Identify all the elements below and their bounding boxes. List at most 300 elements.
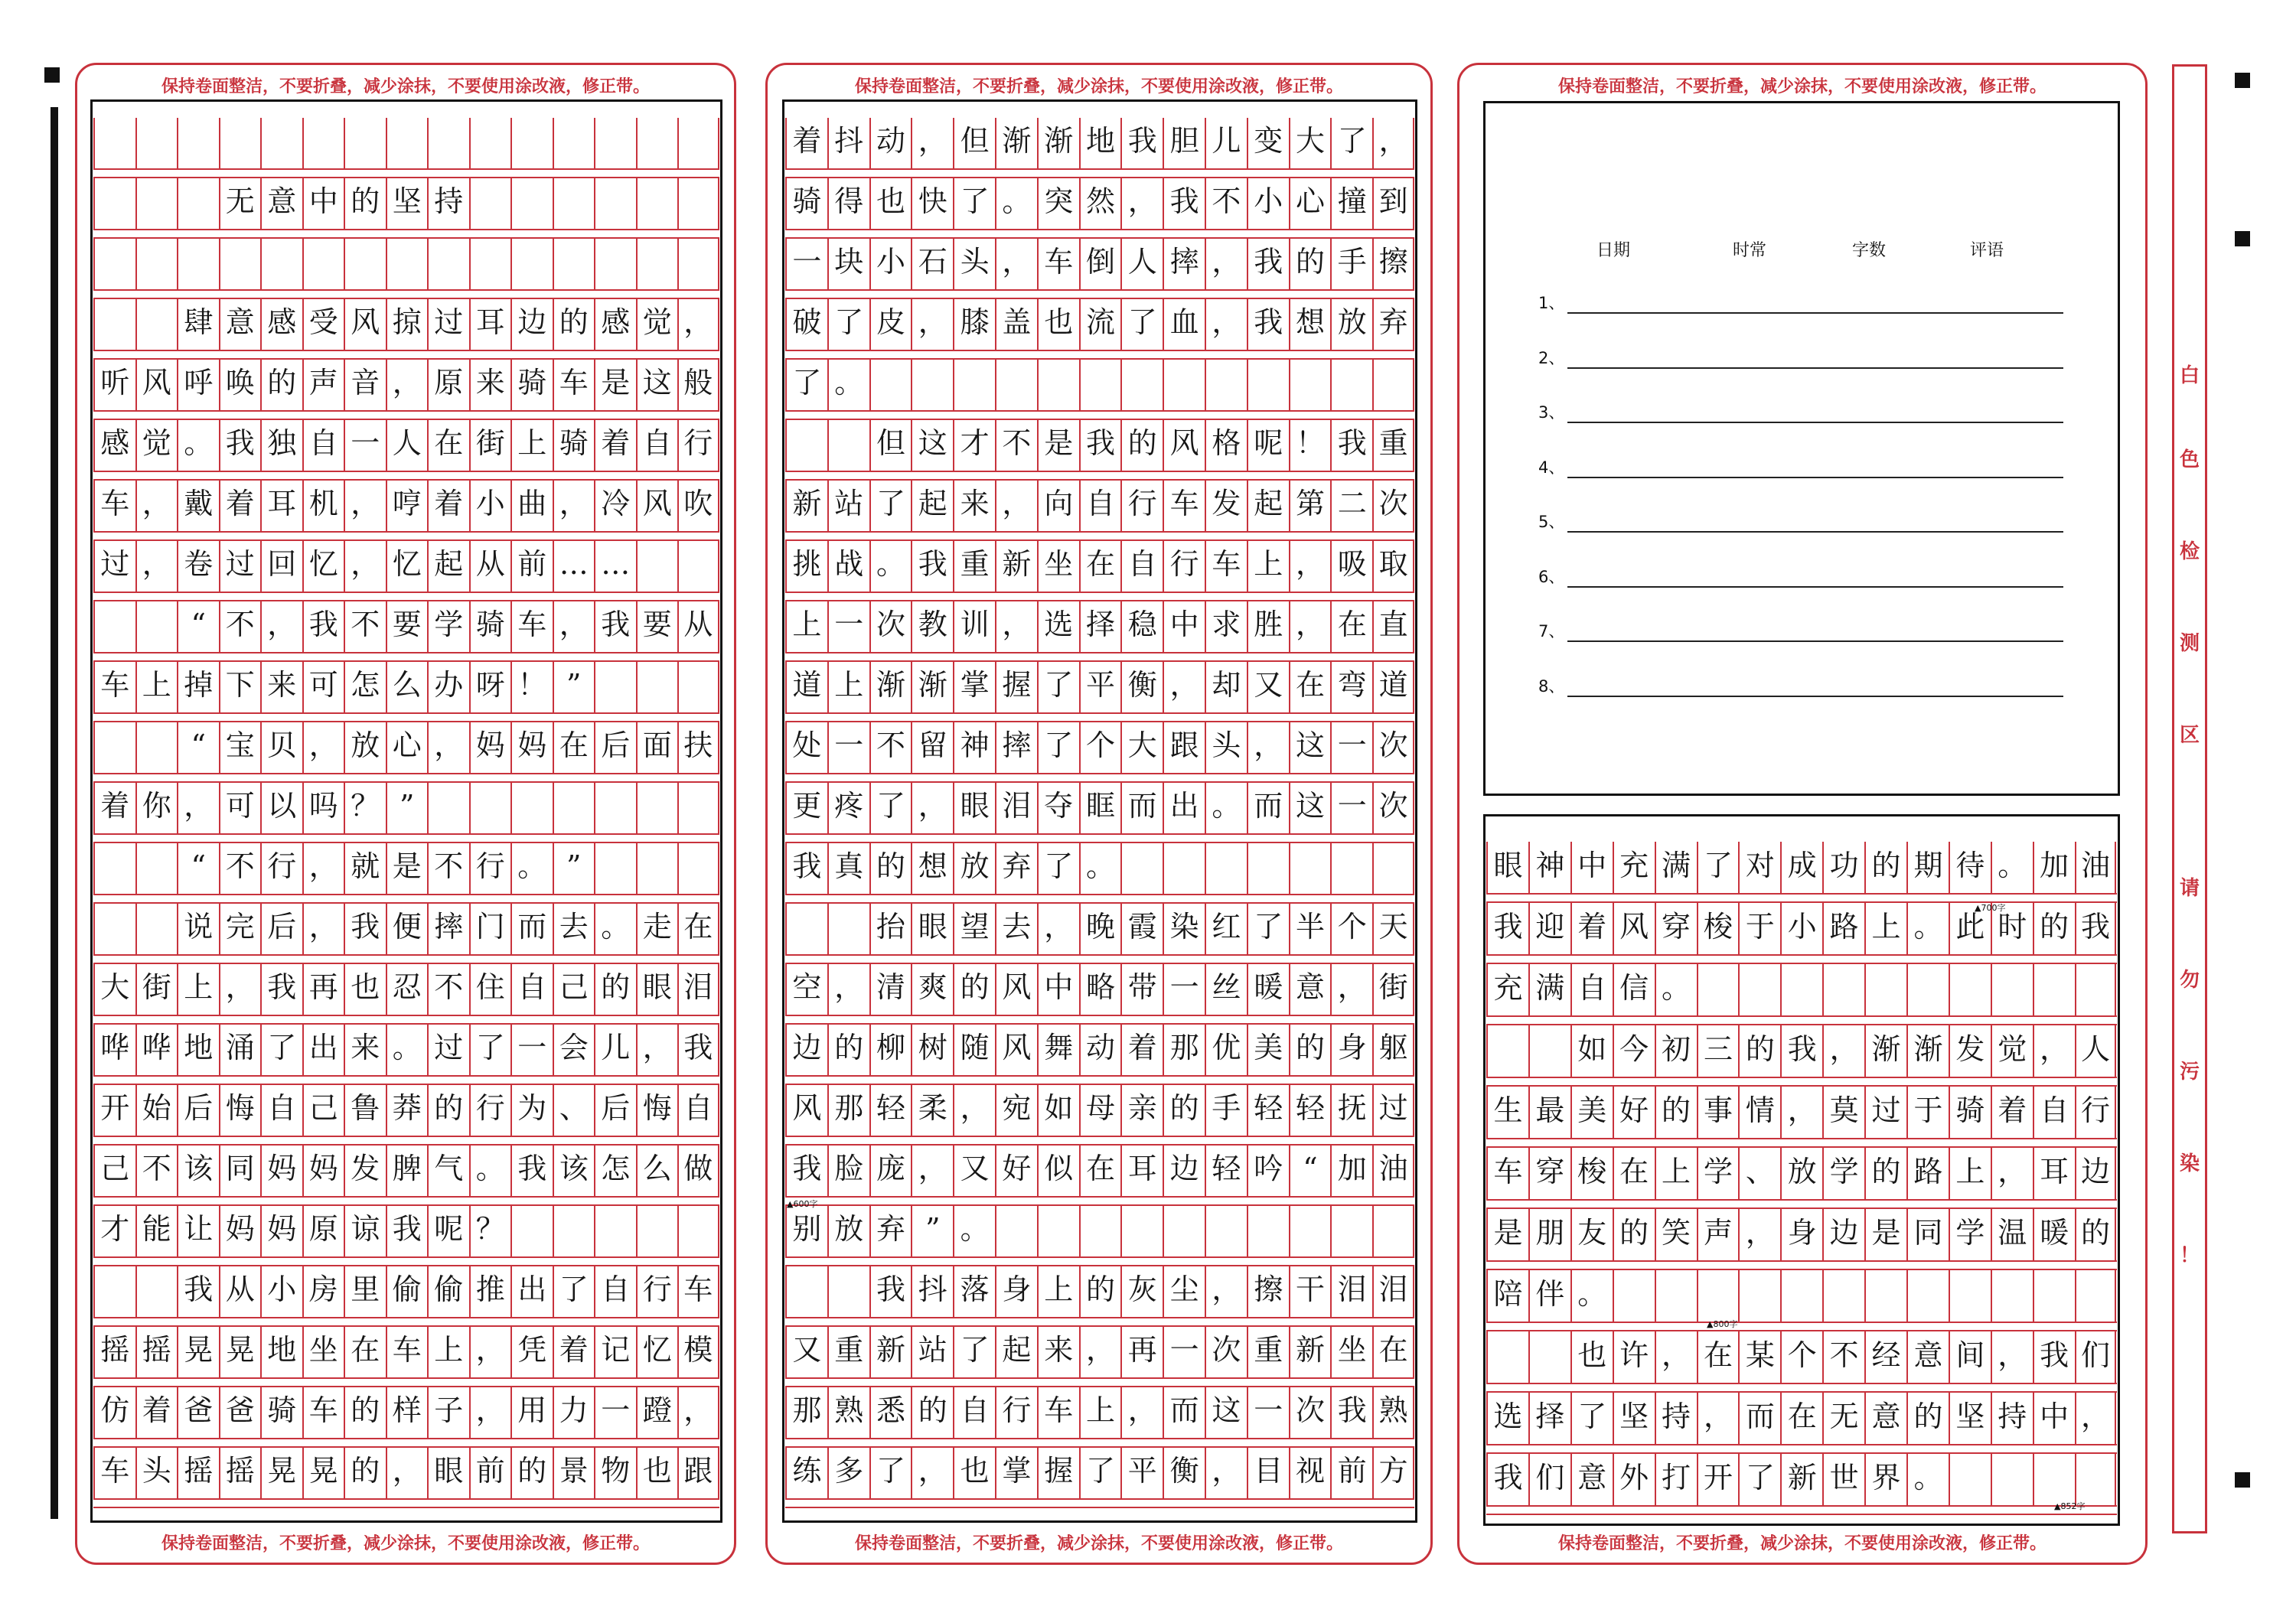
eval-row-label: 7、 (1538, 622, 1565, 640)
handwritten-char: ， (308, 728, 338, 762)
grid-cell (2075, 1331, 2117, 1383)
grid-cell (995, 783, 1037, 833)
grid-cell (427, 662, 469, 712)
eval-row-label: 6、 (1538, 567, 1565, 586)
grid-cell (1330, 662, 1372, 712)
handwritten-char: 的 (1662, 1093, 1691, 1127)
grid-cell (219, 481, 261, 531)
handwritten-char: 行 (475, 849, 505, 883)
handwritten-char: 三 (1703, 1032, 1733, 1066)
handwritten-char: 眼 (960, 789, 990, 823)
handwritten-char: 儿 (601, 1031, 631, 1064)
handwritten-char: 不 (1212, 184, 1241, 218)
grid-cell (219, 843, 261, 894)
grid-cell (1289, 420, 1331, 471)
handwritten-char: 爽 (918, 970, 947, 1004)
handwritten-char: 好 (1002, 1152, 1032, 1185)
handwritten-char: 这 (1212, 1393, 1241, 1427)
grid-cell (553, 1266, 595, 1317)
grid-cell (219, 722, 261, 773)
handwritten-char: 神 (1535, 849, 1565, 882)
grid-cell (2075, 1393, 2117, 1444)
grid-cell (553, 360, 595, 410)
handwritten-char: 不 (434, 849, 464, 883)
grid-cell (219, 964, 261, 1015)
grid-cell (1486, 1270, 1528, 1322)
handwritten-char: ， (683, 1393, 713, 1427)
grid-cell (1079, 481, 1121, 531)
handwritten-char: 个 (1337, 910, 1367, 943)
grid-row (1486, 1209, 2117, 1270)
grid-cell (553, 1146, 595, 1196)
grid-cell (677, 1085, 719, 1136)
handwritten-char: 泪 (1337, 1273, 1367, 1306)
word-count-852: ▲852字 (2054, 1501, 2086, 1511)
handwritten-char: 手 (1337, 245, 1367, 279)
handwritten-char: 渐 (1044, 124, 1074, 158)
handwritten-char: 小 (1787, 910, 1817, 943)
grid-cell (2075, 1270, 2117, 1322)
grid-cell (93, 1085, 135, 1136)
grid-cell (510, 239, 553, 289)
handwritten-char: 的 (834, 1031, 864, 1064)
handwritten-char: 美 (1254, 1031, 1283, 1064)
writing-column-2 (785, 118, 1414, 1511)
grid-cell (911, 1085, 953, 1136)
handwritten-char: 挑 (792, 547, 822, 581)
grid-cell (386, 1387, 428, 1438)
handwritten-char: 自 (601, 1273, 631, 1306)
grid-cell (93, 1327, 135, 1377)
handwritten-char: 行 (1002, 1393, 1032, 1427)
grid-cell (827, 1266, 869, 1317)
grid-cell (911, 722, 953, 773)
grid-cell (177, 481, 219, 531)
handwritten-char: 耳 (2040, 1155, 2069, 1188)
handwritten-char: 曲 (517, 487, 547, 520)
grid-cell (1906, 1209, 1949, 1260)
grid-cell (594, 783, 636, 833)
grid-cell (1738, 1454, 1780, 1505)
handwritten-char: 染 (1169, 910, 1199, 943)
grid-cell (386, 1146, 428, 1196)
grid-cell (344, 239, 386, 289)
grid-cell (1822, 1148, 1864, 1199)
grid-cell (869, 1206, 912, 1256)
handwritten-char: 事 (1703, 1093, 1733, 1127)
handwritten-char: 随 (960, 1031, 990, 1064)
grid-cell (135, 1085, 178, 1136)
grid-cell (869, 299, 912, 350)
handwritten-char: 眼 (1493, 849, 1523, 882)
grid-cell (1372, 1387, 1414, 1438)
grid-row (785, 1146, 1414, 1206)
handwritten-char: 脾 (392, 1152, 422, 1185)
handwritten-char: 起 (1254, 487, 1283, 520)
grid-cell (1247, 541, 1289, 592)
handwritten-char: 始 (142, 1091, 171, 1125)
grid-cell (1289, 964, 1331, 1015)
grid-cell (260, 1146, 302, 1196)
handwritten-char: 迎 (1535, 910, 1565, 943)
handwritten-char: 过 (434, 305, 464, 339)
grid-cell (953, 662, 995, 712)
grid-cell (677, 178, 719, 229)
grid-cell (386, 360, 428, 410)
grid-cell (636, 1085, 678, 1136)
grid-cell (1079, 1206, 1121, 1256)
handwritten-char: 在 (434, 426, 464, 460)
handwritten-char: 开 (100, 1091, 130, 1125)
grid-cell (869, 1025, 912, 1075)
grid-cell (1906, 1393, 1949, 1444)
grid-cell (1120, 964, 1163, 1015)
grid-cell (594, 239, 636, 289)
grid-cell (2033, 1148, 2075, 1199)
handwritten-char: 此 (1955, 910, 1985, 943)
grid-cell (995, 239, 1037, 289)
handwritten-char: 意 (1577, 1461, 1607, 1494)
grid-cell (1991, 1393, 2033, 1444)
grid-cell (510, 843, 553, 894)
detection-zone-char: 染 (2179, 1152, 2200, 1175)
handwritten-char: 教 (918, 608, 947, 641)
grid-cell (911, 1266, 953, 1317)
handwritten-char: 才 (960, 426, 990, 460)
grid-cell (1289, 601, 1331, 652)
handwritten-char: 熟 (1378, 1393, 1408, 1427)
grid-cell (1528, 1209, 1570, 1260)
grid-cell (1906, 1087, 1949, 1138)
handwritten-char: 着 (601, 426, 631, 460)
handwritten-char: 小 (876, 245, 905, 279)
grid-cell (911, 1327, 953, 1377)
grid-cell (953, 722, 995, 773)
handwritten-char: 打 (1662, 1461, 1691, 1494)
grid-cell (1697, 1393, 1739, 1444)
handwritten-char: 自 (642, 426, 672, 460)
handwritten-char: 间 (1955, 1338, 1985, 1372)
handwritten-char: 行 (1127, 487, 1157, 520)
handwritten-char: 的 (1913, 1400, 1943, 1433)
grid-cell (177, 239, 219, 289)
grid-cell (953, 481, 995, 531)
handwritten-char: 满 (1662, 849, 1691, 882)
handwritten-char: 母 (1085, 1091, 1115, 1125)
handwritten-char: 车 (1044, 245, 1074, 279)
grid-cell (1613, 964, 1655, 1015)
handwritten-char: 在 (1295, 668, 1325, 702)
handwritten-char: 于 (1745, 910, 1775, 943)
grid-cell (135, 178, 178, 229)
grid-cell (135, 360, 178, 410)
handwritten-char: 说 (184, 910, 214, 943)
handwritten-char: 呢 (434, 1212, 464, 1246)
grid-cell (1205, 118, 1247, 168)
handwritten-char: 好 (1619, 1093, 1649, 1127)
grid-cell (1570, 842, 1613, 893)
grid-row (785, 662, 1414, 722)
handwritten-char: 感 (267, 305, 297, 339)
handwritten-char: 来 (960, 487, 990, 520)
grid-cell (1570, 1331, 1613, 1383)
grid-cell (260, 722, 302, 773)
grid-cell (93, 239, 135, 289)
eval-row-line (1567, 640, 2063, 642)
grid-cell (177, 843, 219, 894)
grid-cell (469, 843, 511, 894)
grid-cell (1949, 1087, 1991, 1138)
grid-cell (219, 1146, 261, 1196)
grid-cell (427, 601, 469, 652)
grid-cell (302, 1448, 344, 1498)
grid-cell (553, 420, 595, 471)
eval-row-label: 4、 (1538, 458, 1565, 477)
grid-cell (427, 541, 469, 592)
handwritten-char: 柳 (876, 1031, 905, 1064)
grid-cell (344, 1025, 386, 1075)
grid-cell (427, 299, 469, 350)
grid-cell (553, 239, 595, 289)
handwritten-char: 无 (1829, 1400, 1859, 1433)
handwritten-char: 的 (918, 1393, 947, 1427)
grid-cell (1655, 1148, 1697, 1199)
handwritten-char: ， (392, 366, 422, 399)
handwritten-char: 。 (517, 849, 547, 883)
handwritten-char: 然 (1085, 184, 1115, 218)
grid-cell (177, 783, 219, 833)
grid-cell (1205, 360, 1247, 410)
handwritten-char: 同 (225, 1152, 255, 1185)
grid-cell (594, 1206, 636, 1256)
grid-cell (302, 1387, 344, 1438)
grid-row (785, 239, 1414, 299)
grid-cell (1330, 1206, 1372, 1256)
grid-cell (1120, 299, 1163, 350)
handwritten-char: 了 (1044, 728, 1074, 762)
grid-cell (510, 481, 553, 531)
handwritten-char: 初 (1662, 1032, 1691, 1066)
grid-row (93, 662, 719, 722)
grid-cell (995, 1206, 1037, 1256)
handwritten-char: 站 (834, 487, 864, 520)
handwritten-char: 块 (834, 245, 864, 279)
handwritten-char: 胆 (1169, 124, 1199, 158)
grid-cell (677, 360, 719, 410)
grid-cell (1163, 420, 1205, 471)
grid-cell (827, 964, 869, 1015)
handwritten-char: 流 (1085, 305, 1115, 339)
grid-row (1486, 964, 2117, 1025)
handwritten-char: 了 (792, 366, 822, 399)
grid-cell (386, 722, 428, 773)
notice-top-2: 保持卷面整洁，不要折叠，减少涂抹，不要使用涂改液，修正带。 (854, 77, 1343, 96)
handwritten-char: 我 (1085, 426, 1115, 460)
handwritten-char: 觉 (1998, 1032, 2027, 1066)
grid-cell (469, 1327, 511, 1377)
grid-cell (1079, 662, 1121, 712)
grid-cell (553, 1025, 595, 1075)
handwritten-char: 妈 (517, 728, 547, 762)
grid-cell (1289, 843, 1331, 894)
handwritten-char: “ (191, 608, 206, 641)
handwritten-char: 新 (792, 487, 822, 520)
grid-cell (995, 360, 1037, 410)
grid-cell (1738, 1270, 1780, 1322)
grid-cell (469, 1206, 511, 1256)
grid-cell (1780, 1148, 1822, 1199)
handwritten-char: 门 (475, 910, 505, 943)
eval-row-label: 5、 (1538, 513, 1565, 531)
grid-cell (594, 481, 636, 531)
grid-cell (2075, 842, 2117, 893)
handwritten-char: 了 (1085, 1454, 1115, 1488)
handwritten-char: ， (434, 728, 464, 762)
grid-cell (553, 662, 595, 712)
grid-cell (510, 783, 553, 833)
grid-cell (677, 904, 719, 954)
handwritten-char: 这 (918, 426, 947, 460)
handwritten-char: 宛 (1002, 1091, 1032, 1125)
grid-cell (427, 178, 469, 229)
grid-cell (1330, 964, 1372, 1015)
grid-cell (302, 541, 344, 592)
grid-cell (827, 1085, 869, 1136)
grid-cell (1372, 1206, 1414, 1256)
grid-cell (1205, 239, 1247, 289)
handwritten-char: 抚 (1337, 1091, 1367, 1125)
grid-cell (510, 178, 553, 229)
grid-cell (1372, 541, 1414, 592)
grid-cell (427, 843, 469, 894)
grid-cell (1163, 1085, 1205, 1136)
grid-row (785, 601, 1414, 662)
grid-cell (1289, 1025, 1331, 1075)
grid-cell (427, 904, 469, 954)
grid-cell (953, 1448, 995, 1498)
grid-cell (1037, 964, 1079, 1015)
grid-cell (827, 481, 869, 531)
handwritten-char: 我 (601, 608, 631, 641)
grid-cell (510, 1146, 553, 1196)
grid-cell (510, 1327, 553, 1377)
handwritten-char: 一 (351, 426, 380, 460)
handwritten-char: 在 (559, 728, 589, 762)
grid-cell (995, 481, 1037, 531)
grid-cell (1697, 1148, 1739, 1199)
handwritten-char: 能 (142, 1212, 171, 1246)
handwritten-char: 眼 (642, 970, 672, 1004)
grid-cell (1289, 481, 1331, 531)
grid-cell (827, 843, 869, 894)
grid-cell (1205, 1025, 1247, 1075)
grid-cell (1037, 481, 1079, 531)
handwritten-char: 树 (918, 1031, 947, 1064)
handwritten-char: ， (1169, 668, 1199, 702)
handwritten-char: 小 (475, 487, 505, 520)
grid-cell (1570, 1087, 1613, 1138)
grid-cell (1120, 601, 1163, 652)
grid-cell (302, 601, 344, 652)
handwritten-char: 直 (1378, 608, 1408, 641)
grid-cell (1780, 1454, 1822, 1505)
grid-cell (827, 1448, 869, 1498)
grid-cell (869, 118, 912, 168)
grid-cell (1486, 1331, 1528, 1383)
eval-row-line (1567, 312, 2063, 314)
handwritten-char: 自 (960, 1393, 990, 1427)
handwritten-char: 自 (267, 1091, 297, 1125)
handwritten-char: ， (559, 608, 589, 641)
grid-cell (1289, 1266, 1331, 1317)
grid-cell (302, 1266, 344, 1317)
grid-cell (995, 843, 1037, 894)
eval-row-line (1567, 367, 2063, 369)
grid-cell (1205, 1085, 1247, 1136)
grid-cell (1330, 1025, 1372, 1075)
handwritten-char: 路 (1829, 910, 1859, 943)
grid-cell (1864, 1454, 1906, 1505)
grid-cell (995, 1085, 1037, 1136)
handwritten-char: 扶 (683, 728, 713, 762)
grid-cell (1738, 842, 1780, 893)
grid-cell (1163, 360, 1205, 410)
grid-row (785, 481, 1414, 541)
grid-cell (1289, 360, 1331, 410)
handwritten-char: 重 (1378, 426, 1408, 460)
grid-cell (469, 1146, 511, 1196)
grid-cell (1247, 481, 1289, 531)
grid-row (1486, 1087, 2117, 1148)
grid-cell (1205, 481, 1247, 531)
handwritten-char: ， (1703, 1400, 1733, 1433)
grid-cell (1372, 178, 1414, 229)
grid-cell (427, 1025, 469, 1075)
grid-cell (135, 1387, 178, 1438)
grid-cell (260, 1387, 302, 1438)
handwritten-char: ， (1662, 1338, 1691, 1372)
grid-row (1486, 903, 2117, 964)
grid-cell (594, 1266, 636, 1317)
grid-cell (1528, 1454, 1570, 1505)
handwritten-char: ！ (517, 668, 547, 702)
grid-cell (1120, 722, 1163, 773)
handwritten-char: 忆 (642, 1333, 672, 1367)
grid-cell (469, 904, 511, 954)
handwritten-char: 一 (834, 728, 864, 762)
handwritten-char: 空 (792, 970, 822, 1004)
grid-cell (1079, 1146, 1121, 1196)
grid-row (93, 904, 719, 964)
handwritten-char: 上 (1662, 1155, 1691, 1188)
grid-cell (827, 904, 869, 954)
handwritten-char: 衡 (1127, 668, 1157, 702)
handwritten-char: 外 (1619, 1461, 1649, 1494)
grid-cell (177, 1327, 219, 1377)
grid-cell (1864, 1393, 1906, 1444)
grid-cell (1247, 239, 1289, 289)
grid-cell (1697, 1270, 1739, 1322)
grid-cell (427, 420, 469, 471)
handwritten-char: 的 (559, 305, 589, 339)
grid-cell (469, 722, 511, 773)
grid-cell (1120, 118, 1163, 168)
grid-cell (869, 178, 912, 229)
grid-cell (953, 178, 995, 229)
grid-cell (1738, 1148, 1780, 1199)
handwritten-char: 上 (1955, 1155, 1985, 1188)
handwritten-char: 的 (1871, 1155, 1901, 1188)
